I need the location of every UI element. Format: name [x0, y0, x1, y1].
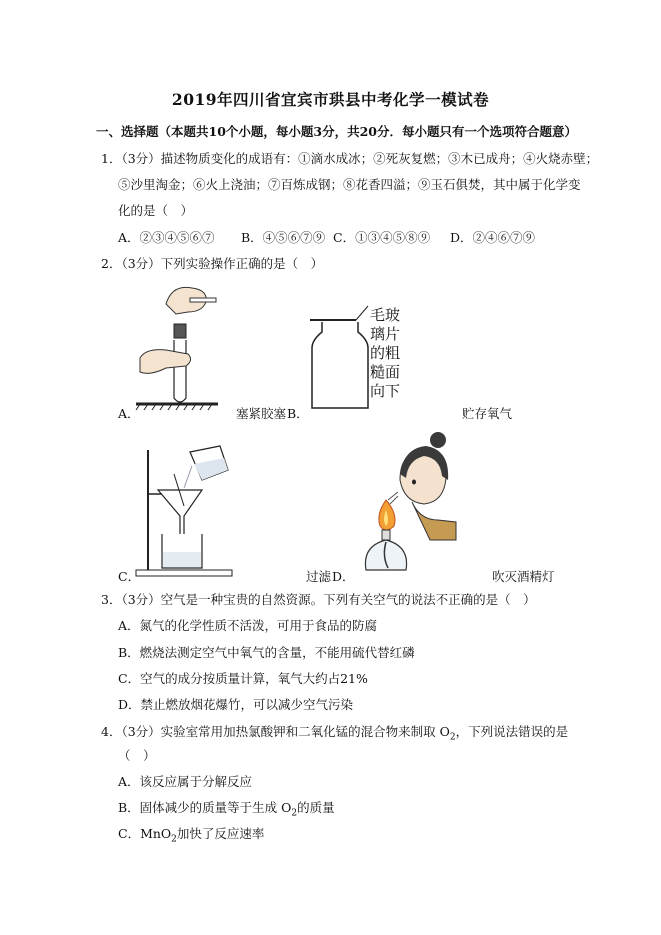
q3-stem: 3．（3分）空气是一种宝贵的自然资源。下列有关空气的说法不正确的是（ ）	[101, 592, 536, 607]
q4-option-b-text: B．固体减少的质量等于生成 O	[118, 800, 292, 815]
figure-b-label: B．	[287, 406, 309, 421]
q4-option-c-text-end: 加快了反应速率	[176, 826, 265, 841]
q4-stem-text-end: ，下列说法错误的是	[455, 724, 569, 739]
figure-d-label: D．	[332, 569, 355, 584]
q4-option-b-sub: 2	[291, 808, 298, 819]
q1-option-d: D．②④⑥⑦⑨	[450, 230, 536, 245]
q1-option-a: A．②③④⑤⑥⑦	[118, 230, 215, 245]
page-title: 2019年四川省宜宾市珙县中考化学一模试卷	[171, 90, 490, 109]
q4-option-b	[118, 798, 335, 819]
figure-a-caption: 塞紧胶塞	[236, 406, 287, 421]
figure-b-note-line: 的粗	[370, 344, 401, 362]
figure-b-note-line: 璃片	[370, 325, 401, 343]
q1-line2: ⑤沙里淘金；⑥火上浇油；⑦百炼成钢；⑧花香四溢；⑨玉石俱焚，其中属于化学变	[118, 177, 581, 192]
figure-b-gas-jar	[310, 318, 370, 410]
q1-option-b: B．④⑤⑥⑦⑨	[241, 230, 326, 245]
q4-stem-sub: 2	[449, 732, 456, 743]
figure-a-label: A．	[118, 406, 140, 421]
q4-option-a: A．该反应属于分解反应	[118, 774, 253, 789]
q4-option-c-text: C．MnO	[118, 826, 172, 841]
figure-c-label: C．	[118, 569, 141, 584]
figure-d-caption: 吹灭酒精灯	[492, 569, 555, 584]
figure-c-caption: 过滤	[306, 569, 332, 584]
section-heading: 一、选择题（本题共10个小题，每小题3分，共20分．每小题只有一个选项符合题意）	[96, 124, 577, 139]
q3-option-a: A．氮气的化学性质不活泼，可用于食品的防腐	[118, 618, 378, 633]
q3-option-d: D．禁止燃放烟花爆竹，可以减少空气污染	[118, 697, 354, 712]
q4-stem-text: 4．（3分）实验室常用加热氯酸钾和二氧化锰的混合物来制取 O	[101, 724, 450, 739]
figure-b-note	[370, 306, 400, 401]
figure-b-note-line: 向下	[370, 382, 401, 400]
figure-b-caption: 贮存氧气	[462, 406, 513, 421]
q4-stem-line2: （ ）	[118, 748, 156, 763]
q1-option-c: C．①③④⑤⑧⑨	[333, 230, 431, 245]
figure-c-filtration	[136, 444, 236, 578]
q2-stem: 2．（3分）下列实验操作正确的是（ ）	[101, 256, 324, 271]
q1-line3: 化的是（ ）	[118, 203, 194, 218]
figure-b-note-line: 糙面	[370, 363, 401, 381]
figure-a-stopper	[136, 280, 266, 410]
figure-b-note-line: 毛玻	[370, 306, 401, 324]
q4-stem	[101, 722, 568, 743]
q4-option-c	[118, 824, 264, 845]
q4-option-c-sub: 2	[171, 834, 177, 845]
q3-option-b: B．燃烧法测定空气中氧气的含量，不能用硫代替红磷	[118, 645, 415, 660]
figure-d-alcohol-lamp	[360, 430, 460, 580]
q4-option-b-text-end: 的质量	[297, 800, 335, 815]
q1-line1: 1．（3分）描述物质变化的成语有：①滴水成冰；②死灰复燃；③木已成舟；④火烧赤壁；	[101, 151, 599, 166]
q3-option-c: C．空气的成分按质量计算，氧气大约占21%	[118, 671, 368, 686]
